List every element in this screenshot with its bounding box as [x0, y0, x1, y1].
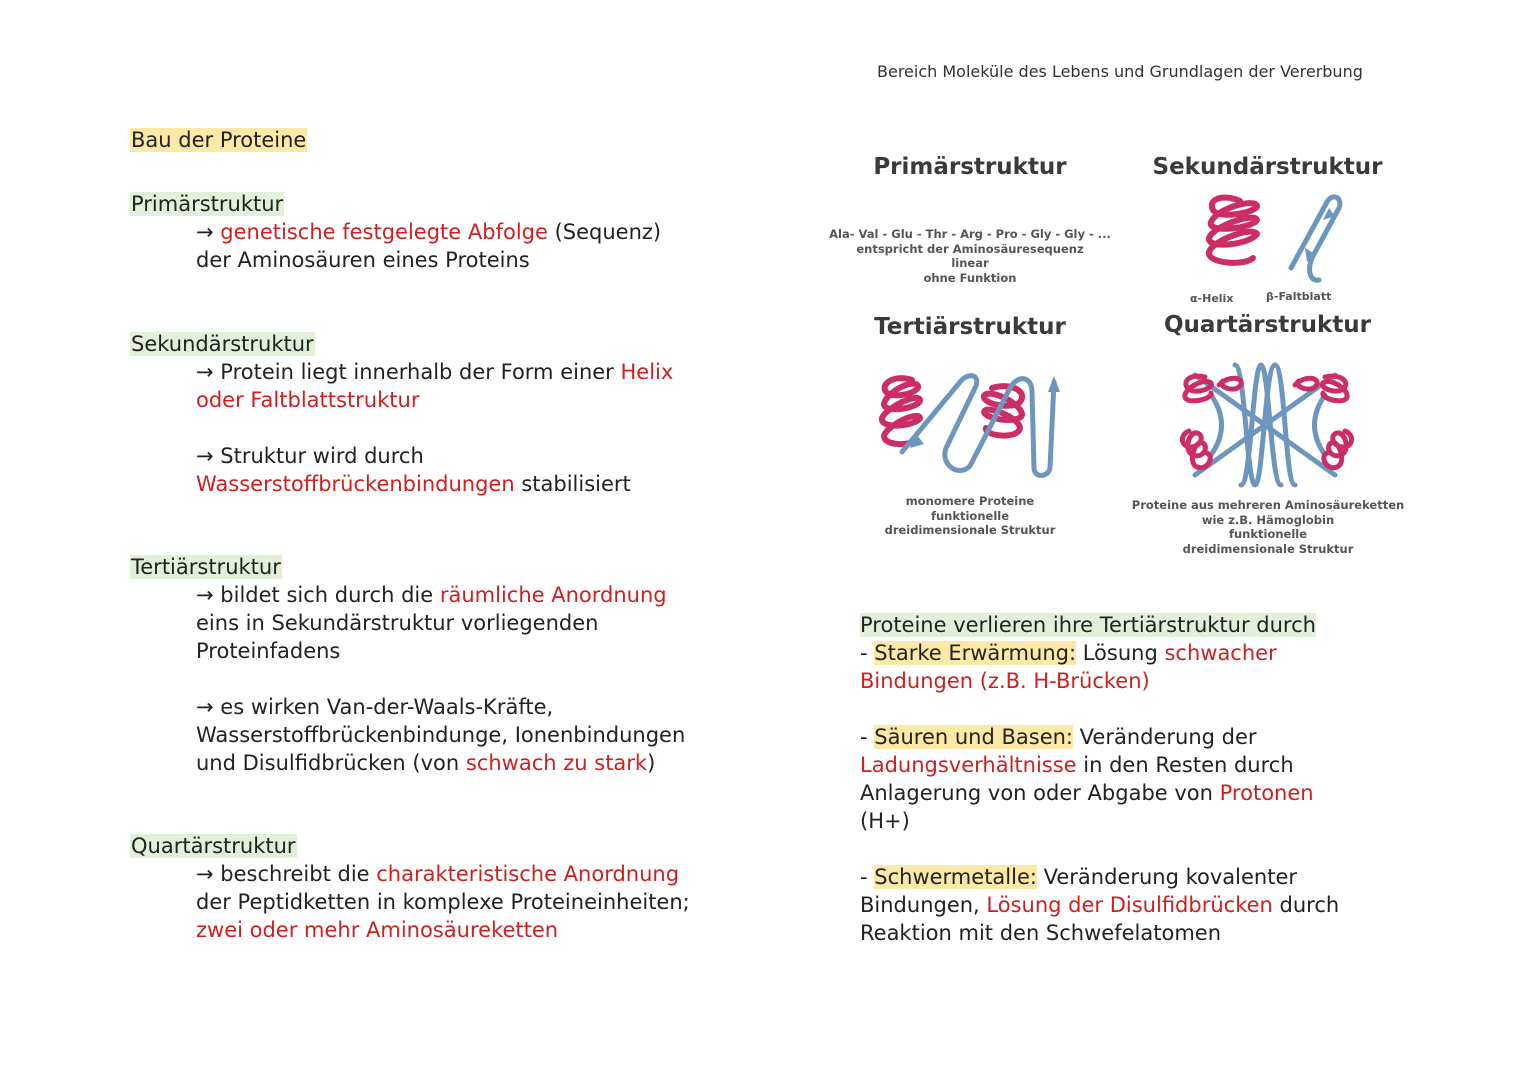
- quartaer-p1-red: charakteristische Anordnung: [376, 862, 680, 886]
- alpha-helix-icon: [1209, 198, 1257, 263]
- tertiaer-p2-line3: [196, 749, 770, 777]
- metalle-red: Lösung der Disulfidbrücken: [986, 893, 1273, 917]
- title-text: Bau der Proteine: [131, 128, 307, 152]
- tertiaer-heading: Tertiärstruktur: [131, 555, 281, 579]
- sekundaer-heading: Sekundärstruktur: [131, 332, 314, 356]
- metalle-text: Veränderung kovalenter: [1036, 865, 1298, 889]
- secondary-structure-graphic: [1195, 186, 1355, 292]
- saeuren-line4: (H+): [860, 809, 910, 833]
- arrow-icon: →: [196, 444, 214, 468]
- primaer-section: [130, 190, 770, 274]
- tertiaer-p2-line3b: ): [647, 751, 656, 775]
- metalle-line2: [860, 891, 1420, 919]
- tertiaer-p2-red: schwach zu stark: [465, 751, 648, 775]
- quartaer-p1-text: beschreibt die: [213, 862, 377, 886]
- quartaer-p1-line2: der Peptidketten in komplexe Proteineinheiten;: [196, 890, 690, 914]
- dash: -: [860, 641, 875, 665]
- tertiaer-p2-line1: [196, 693, 770, 721]
- primaer-caption-l2: entspricht der Aminosäuresequenz: [856, 241, 1084, 256]
- quartaer-caption-l1: Proteine aus mehreren Aminosäureketten: [1131, 498, 1405, 512]
- waerme-highlight: Starke Erwärmung:: [874, 641, 1077, 665]
- quartaer-caption-l3: funktionelle: [1228, 527, 1308, 541]
- saeuren-line1: [860, 723, 1420, 751]
- saeuren-highlight: Säuren und Basen:: [874, 725, 1073, 749]
- sekundaer-p2-line2: [196, 470, 770, 498]
- diagram-tertiaer-title: Tertiärstruktur: [874, 314, 1066, 340]
- primaer-caption-l4: ohne Funktion: [923, 270, 1017, 285]
- saeuren-red2: Protonen: [1219, 781, 1314, 805]
- saeuren-text2: in den Resten durch: [1076, 753, 1294, 777]
- tertiaer-p2-line2: Wasserstoffbrückenbindunge, Ionenbindungen: [196, 723, 686, 747]
- helix-label: α-Helix: [1190, 292, 1234, 305]
- sekundaer-section: [130, 330, 770, 498]
- tertiaer-caption-l1: monomere Proteine: [905, 494, 1035, 508]
- sekundaer-p1-red1: Helix: [620, 360, 674, 384]
- quartaer-p1-line1: [196, 860, 770, 888]
- diagram-sekundaer-title: Sekundärstruktur: [1152, 154, 1383, 180]
- saeuren-red: Ladungsverhältnisse: [860, 753, 1077, 777]
- sekundaer-p2-text2: stabilisiert: [514, 472, 631, 496]
- primaer-line1: [196, 218, 770, 246]
- helix-segment-icon: [1295, 378, 1317, 389]
- tertiaer-p2-line3a: und Disulfidbrücken (von: [196, 751, 466, 775]
- primaer-text1: (Sequenz): [547, 220, 662, 244]
- saeuren-line3a: Anlagerung von oder Abgabe von: [860, 781, 1220, 805]
- helix-segment-icon: [1182, 431, 1210, 468]
- waerme-red2: Bindungen (z.B. H-Brücken): [860, 669, 1150, 693]
- tertiary-structure-graphic: [872, 352, 1072, 484]
- tertiaer-caption-l2: funktionelle: [930, 508, 1010, 523]
- helix-segment-icon: [1324, 431, 1352, 468]
- tertiaer-p1-text: bildet sich durch die: [213, 583, 440, 607]
- saeuren-text: Veränderung der: [1073, 725, 1257, 749]
- diagram-primaer-caption: [810, 227, 1130, 285]
- waerme-line1: [860, 639, 1420, 667]
- faltblatt-label: β-Faltblatt: [1266, 290, 1332, 303]
- saeuren-line3: [860, 779, 1420, 807]
- waerme-red1: schwacher: [1164, 641, 1277, 665]
- metalle-line1: [860, 863, 1420, 891]
- tertiaer-p2-text: es wirken Van-der-Waals-Kräfte,: [213, 695, 554, 719]
- sekundaer-p2-text: Struktur wird durch: [213, 444, 424, 468]
- primaer-line2: der Aminosäuren eines Proteins: [196, 248, 530, 272]
- quartaer-p1-red2: zwei oder mehr Aminosäureketten: [196, 918, 559, 942]
- quaternary-structure-graphic: [1175, 355, 1361, 495]
- metalle-line3: Reaktion mit den Schwefelatomen: [860, 921, 1221, 945]
- helix-segment-icon: [1219, 378, 1241, 389]
- arrow-icon: →: [196, 583, 214, 607]
- sheet-strand-icon: [1315, 395, 1326, 455]
- saeuren-line2: [860, 751, 1420, 779]
- diagram-tertiaer-caption: [850, 494, 1090, 538]
- metalle-line2a: Bindungen,: [860, 893, 987, 917]
- denaturierung-heading: Proteine verlieren ihre Tertiärstruktur durch: [860, 613, 1316, 637]
- denaturierung-section: [860, 611, 1420, 947]
- quartaer-section: [130, 832, 770, 944]
- arrow-icon: →: [196, 360, 214, 384]
- primaer-sequence: Ala- Val - Glu - Thr - Arg - Pro - Gly - Gly - ...: [829, 227, 1111, 241]
- arrow-icon: →: [196, 220, 214, 244]
- sekundaer-p1-red2: oder Faltblattstruktur: [196, 388, 420, 412]
- tertiaer-p1-red: räumliche Anordnung: [439, 583, 667, 607]
- arrow-icon: →: [196, 695, 214, 719]
- waerme-text: Lösung: [1076, 641, 1165, 665]
- quartaer-caption-l4: dreidimensionale Struktur: [1182, 541, 1354, 556]
- sekundaer-p1-line1: [196, 358, 770, 386]
- beta-sheet-icon: [1291, 197, 1340, 280]
- primaer-caption-l3: linear: [951, 256, 989, 270]
- primaer-heading: Primärstruktur: [131, 192, 284, 216]
- tertiaer-p1-line1: [196, 581, 770, 609]
- tertiaer-caption-l3: dreidimensionale Struktur: [884, 523, 1056, 537]
- sheet-strand-icon: [1211, 395, 1222, 455]
- arrow-icon: →: [196, 862, 214, 886]
- diagram-quartaer-caption: [1118, 498, 1418, 556]
- sekundaer-p2-red: Wasserstoffbrückenbindungen: [196, 472, 515, 496]
- sekundaer-p1-text: Protein liegt innerhalb der Form einer: [213, 360, 621, 384]
- quartaer-heading: Quartärstruktur: [131, 834, 296, 858]
- metalle-highlight: Schwermetalle:: [874, 865, 1037, 889]
- metalle-line2b: durch: [1272, 893, 1340, 917]
- diagram-primaer-title: Primärstruktur: [873, 154, 1067, 180]
- sekundaer-p2-line1: [196, 442, 770, 470]
- tertiaer-p1-line3: Proteinfadens: [196, 639, 341, 663]
- dash: -: [860, 865, 875, 889]
- page-header: Bereich Moleküle des Lebens und Grundlagen der Vererbung: [877, 62, 1363, 81]
- diagram-quartaer-title: Quartärstruktur: [1163, 312, 1372, 338]
- quartaer-caption-l2: wie z.B. Hämoglobin: [1201, 512, 1335, 527]
- tertiaer-p1-line2: eins in Sekundärstruktur vorliegenden: [196, 611, 599, 635]
- primaer-red1: genetische festgelegte Abfolge: [220, 220, 548, 244]
- sheet-strand-icon: [902, 376, 1054, 476]
- arrow-head-icon: [1048, 376, 1060, 392]
- tertiaer-section: [130, 553, 770, 777]
- dash: -: [860, 725, 875, 749]
- page-title: [130, 128, 307, 152]
- helix-segment-icon: [1322, 376, 1347, 401]
